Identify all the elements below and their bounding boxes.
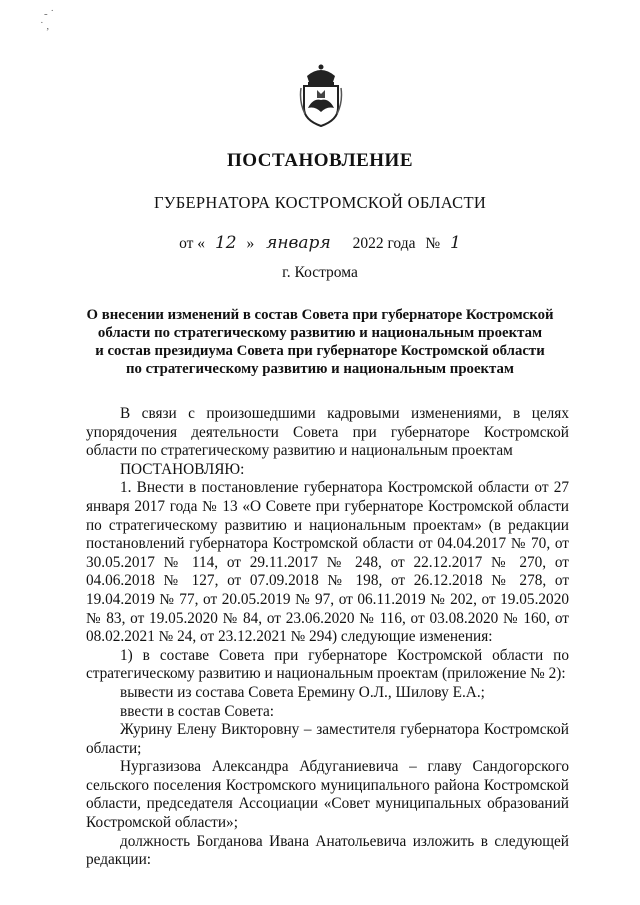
date-day: 12 <box>214 233 237 253</box>
date-month: января <box>266 233 331 253</box>
date-prefix: от « <box>179 235 206 252</box>
document-body <box>86 405 569 870</box>
paragraph: вывести из состава Совета Еремину О.Л., Шилову Е.А.; <box>120 683 485 701</box>
date-year: 2022 года <box>352 235 416 252</box>
heading-line: О внесении изменений в состав Совета при губернаторе Костромской <box>86 307 554 323</box>
paragraph: Журину Елену Викторовну – заместителя губернатора Костромской области; <box>86 721 569 757</box>
date-mid: » <box>246 235 255 252</box>
heading-line: по стратегическому развитию и национальным проектам <box>126 361 514 377</box>
scan-mark: - ˙ <box>44 8 55 20</box>
paragraph: должность Богданова Ивана Анатольевича изложить в следующей редакции: <box>86 832 569 869</box>
document-title: ПОСТАНОВЛЕНИЕ <box>226 150 414 171</box>
city: г. Кострома <box>282 264 358 281</box>
heading-line: области по стратегическому развитию и национальным проектам <box>97 325 543 341</box>
document-subtitle: ГУБЕРНАТОРА КОСТРОМСКОЙ ОБЛАСТИ <box>153 193 487 212</box>
paragraph: В связи с произошедшими кадровыми изменениями, в целях упорядочения деятельности Совета при губернаторе Костромской области по стратегическому развитию и национальным проектам <box>86 405 569 460</box>
heading-line: и состав президиума Совета при губернаторе Костромской области <box>95 343 545 359</box>
paragraph: Нургазизова Александра Абдуганиевича – главу Сандогорского сельского поселения Костромского муниципального района Костромской области, председателя Ассоциации «Совет муниципальных образований Костромской области»; <box>86 758 569 832</box>
paragraph: ввести в состав Совета: <box>120 702 275 720</box>
document-heading <box>0 306 640 378</box>
document-number: 1 <box>450 233 461 253</box>
paragraph: 1) в составе Совета при губернаторе Костромской области по стратегическому развитию и национальным проектам (приложение № 2): <box>86 646 569 683</box>
paragraph: ПОСТАНОВЛЯЮ: <box>120 460 245 478</box>
date-line <box>0 233 640 253</box>
scan-mark: ˙ , <box>40 20 50 32</box>
paragraph: 1. Внести в постановление губернатора Костромской области от 27 января 2017 года № 13 «О Совете при губернаторе Костромской области по стратегическому развитию и национальным проектам» (в редакции постановлений губернатора Костромской области от 04.04.2017 № 70, от 30.05.2017 № 114, от 29.11.2017 № 248, от 22.12.2017 № 270, от 04.06.2018 № 127, от 07.09.2018 № 198, от 26.12.2018 № 278, от 19.04.2019 № 77, от 20.05.2019 № 97, от 06.11.2019 № 202, от 19.05.2020 № 83, от 19.05.2020 № 84, от 23.06.2020 № 116, от 03.08.2020 № 160, от 08.02.2021 № 24, от 23.12.2021 № 294) следующие изменения: <box>86 479 569 646</box>
number-label: № <box>425 235 441 252</box>
coat-of-arms-emblem <box>299 62 343 130</box>
